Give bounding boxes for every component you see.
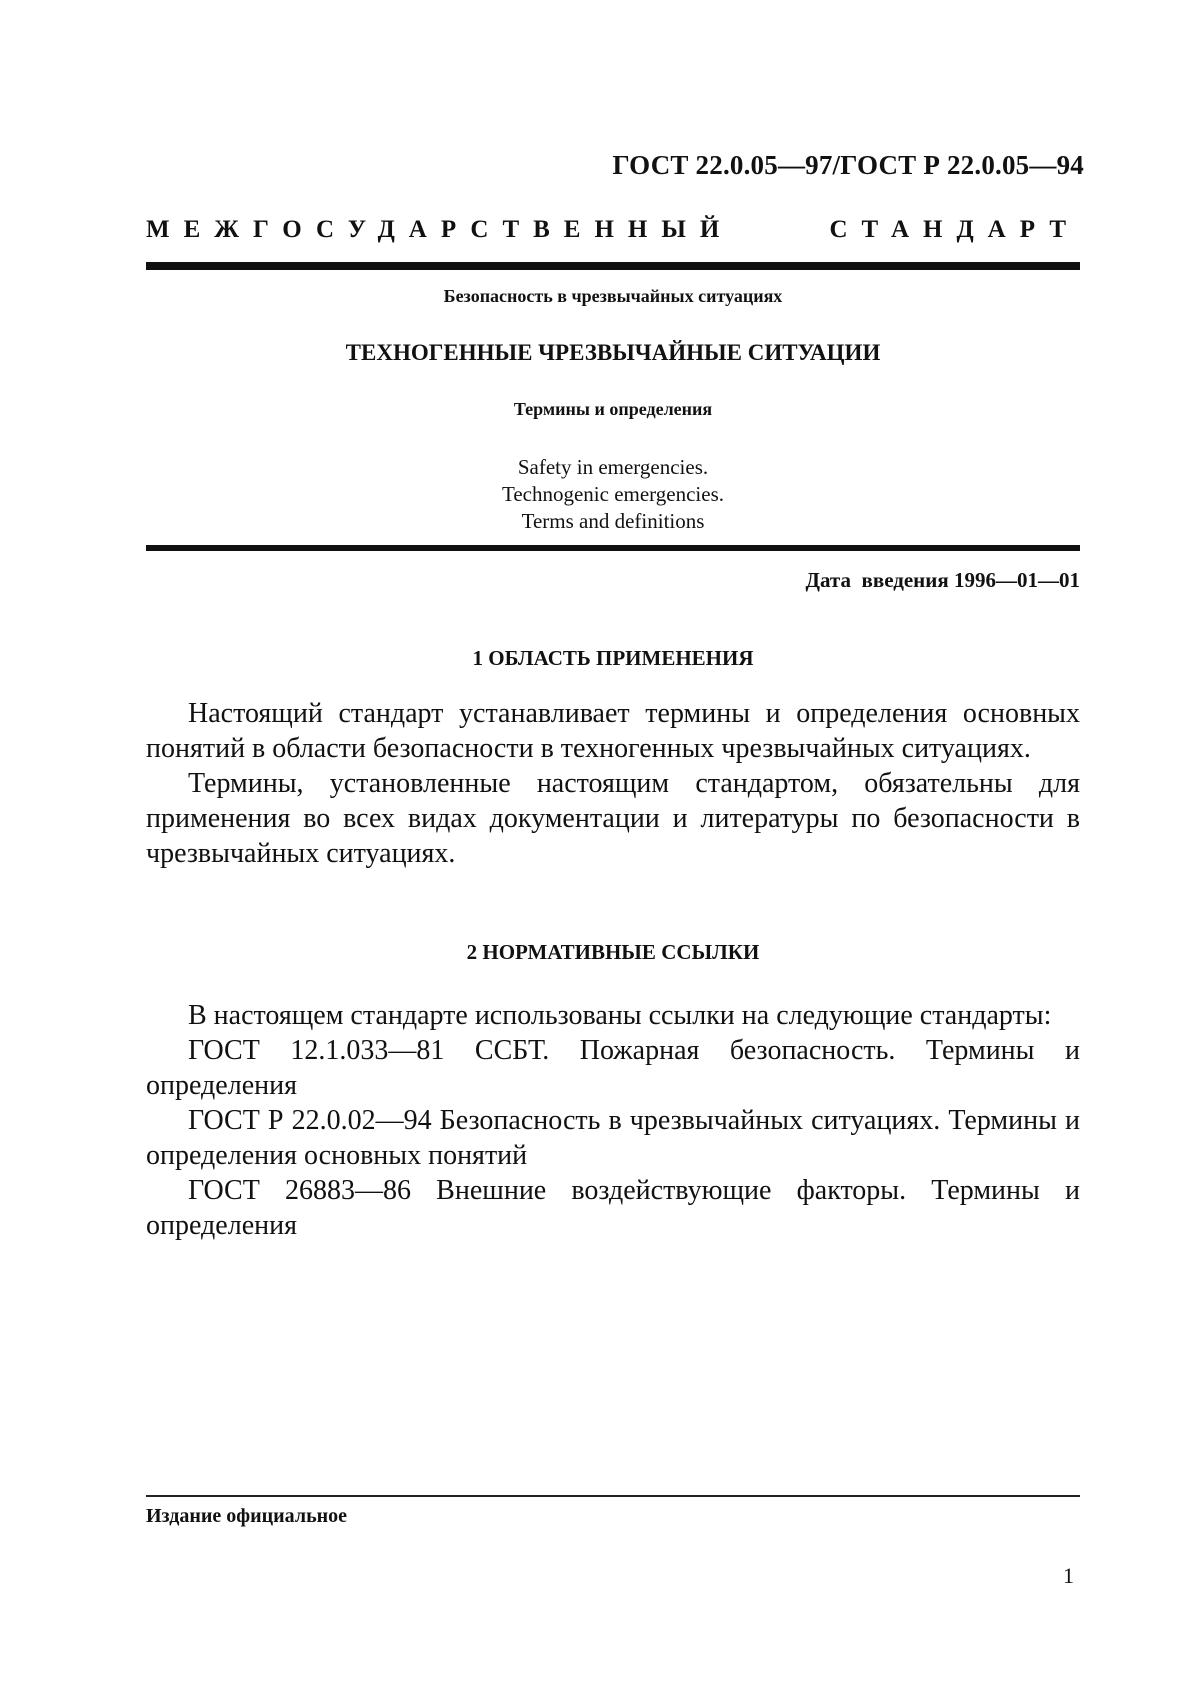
- header-divider: [146, 262, 1080, 270]
- document-number: ГОСТ 22.0.05—97/ГОСТ Р 22.0.05—94: [612, 150, 1084, 180]
- title-divider: [146, 545, 1080, 551]
- section-heading: 2 НОРМАТИВНЫЕ ССЫЛКИ: [466, 940, 760, 964]
- section-body: [146, 998, 1080, 1243]
- standard-type-word-2: СТАНДАРТ: [829, 216, 1080, 243]
- series-title: Безопасность в чрезвычайных ситуациях: [443, 286, 783, 306]
- english-title-line: Safety in emergencies.: [517, 455, 709, 479]
- section-body: [146, 696, 1080, 871]
- reference-item: ГОСТ Р 22.0.02—94 Безопасность в чрезвычайных ситуациях. Термины и определения основных понятий: [146, 1105, 1080, 1171]
- standard-type: [146, 216, 1080, 244]
- edition-note: Издание официальное: [146, 1505, 348, 1527]
- paragraph: Настоящий стандарт устанавливает термины и определения основных понятий в области безопасности в техногенных чрезвычайных ситуациях.: [146, 698, 1080, 764]
- english-title-line: Terms and definitions: [521, 509, 705, 533]
- reference-item: ГОСТ 26883—86 Внешние воздействующие факторы. Термины и определения: [146, 1175, 1080, 1241]
- subtitle: Термины и определения: [513, 399, 713, 419]
- footer-divider: [146, 1495, 1080, 1497]
- section-heading: 1 ОБЛАСТЬ ПРИМЕНЕНИЯ: [472, 646, 754, 670]
- introduction-date: Дата введения 1996—01—01: [805, 568, 1080, 592]
- paragraph: Термины, установленные настоящим стандартом, обязательны для применения во всех видах документации и литературы по безопасности в чрезвычайных ситуациях.: [146, 768, 1080, 869]
- standard-type-word-1: МЕЖГОСУДАРСТВЕННЫЙ: [146, 216, 734, 243]
- page-number: 1: [1063, 1563, 1074, 1588]
- reference-item: ГОСТ 12.1.033—81 ССБТ. Пожарная безопасность. Термины и определения: [146, 1035, 1080, 1101]
- english-title: [146, 454, 1080, 535]
- main-title: ТЕХНОГЕННЫЕ ЧРЕЗВЫЧАЙНЫЕ СИТУАЦИИ: [345, 340, 881, 365]
- paragraph: В настоящем стандарте использованы ссылки на следующие стандарты:: [188, 1000, 1052, 1031]
- english-title-line: Technogenic emergencies.: [501, 482, 725, 506]
